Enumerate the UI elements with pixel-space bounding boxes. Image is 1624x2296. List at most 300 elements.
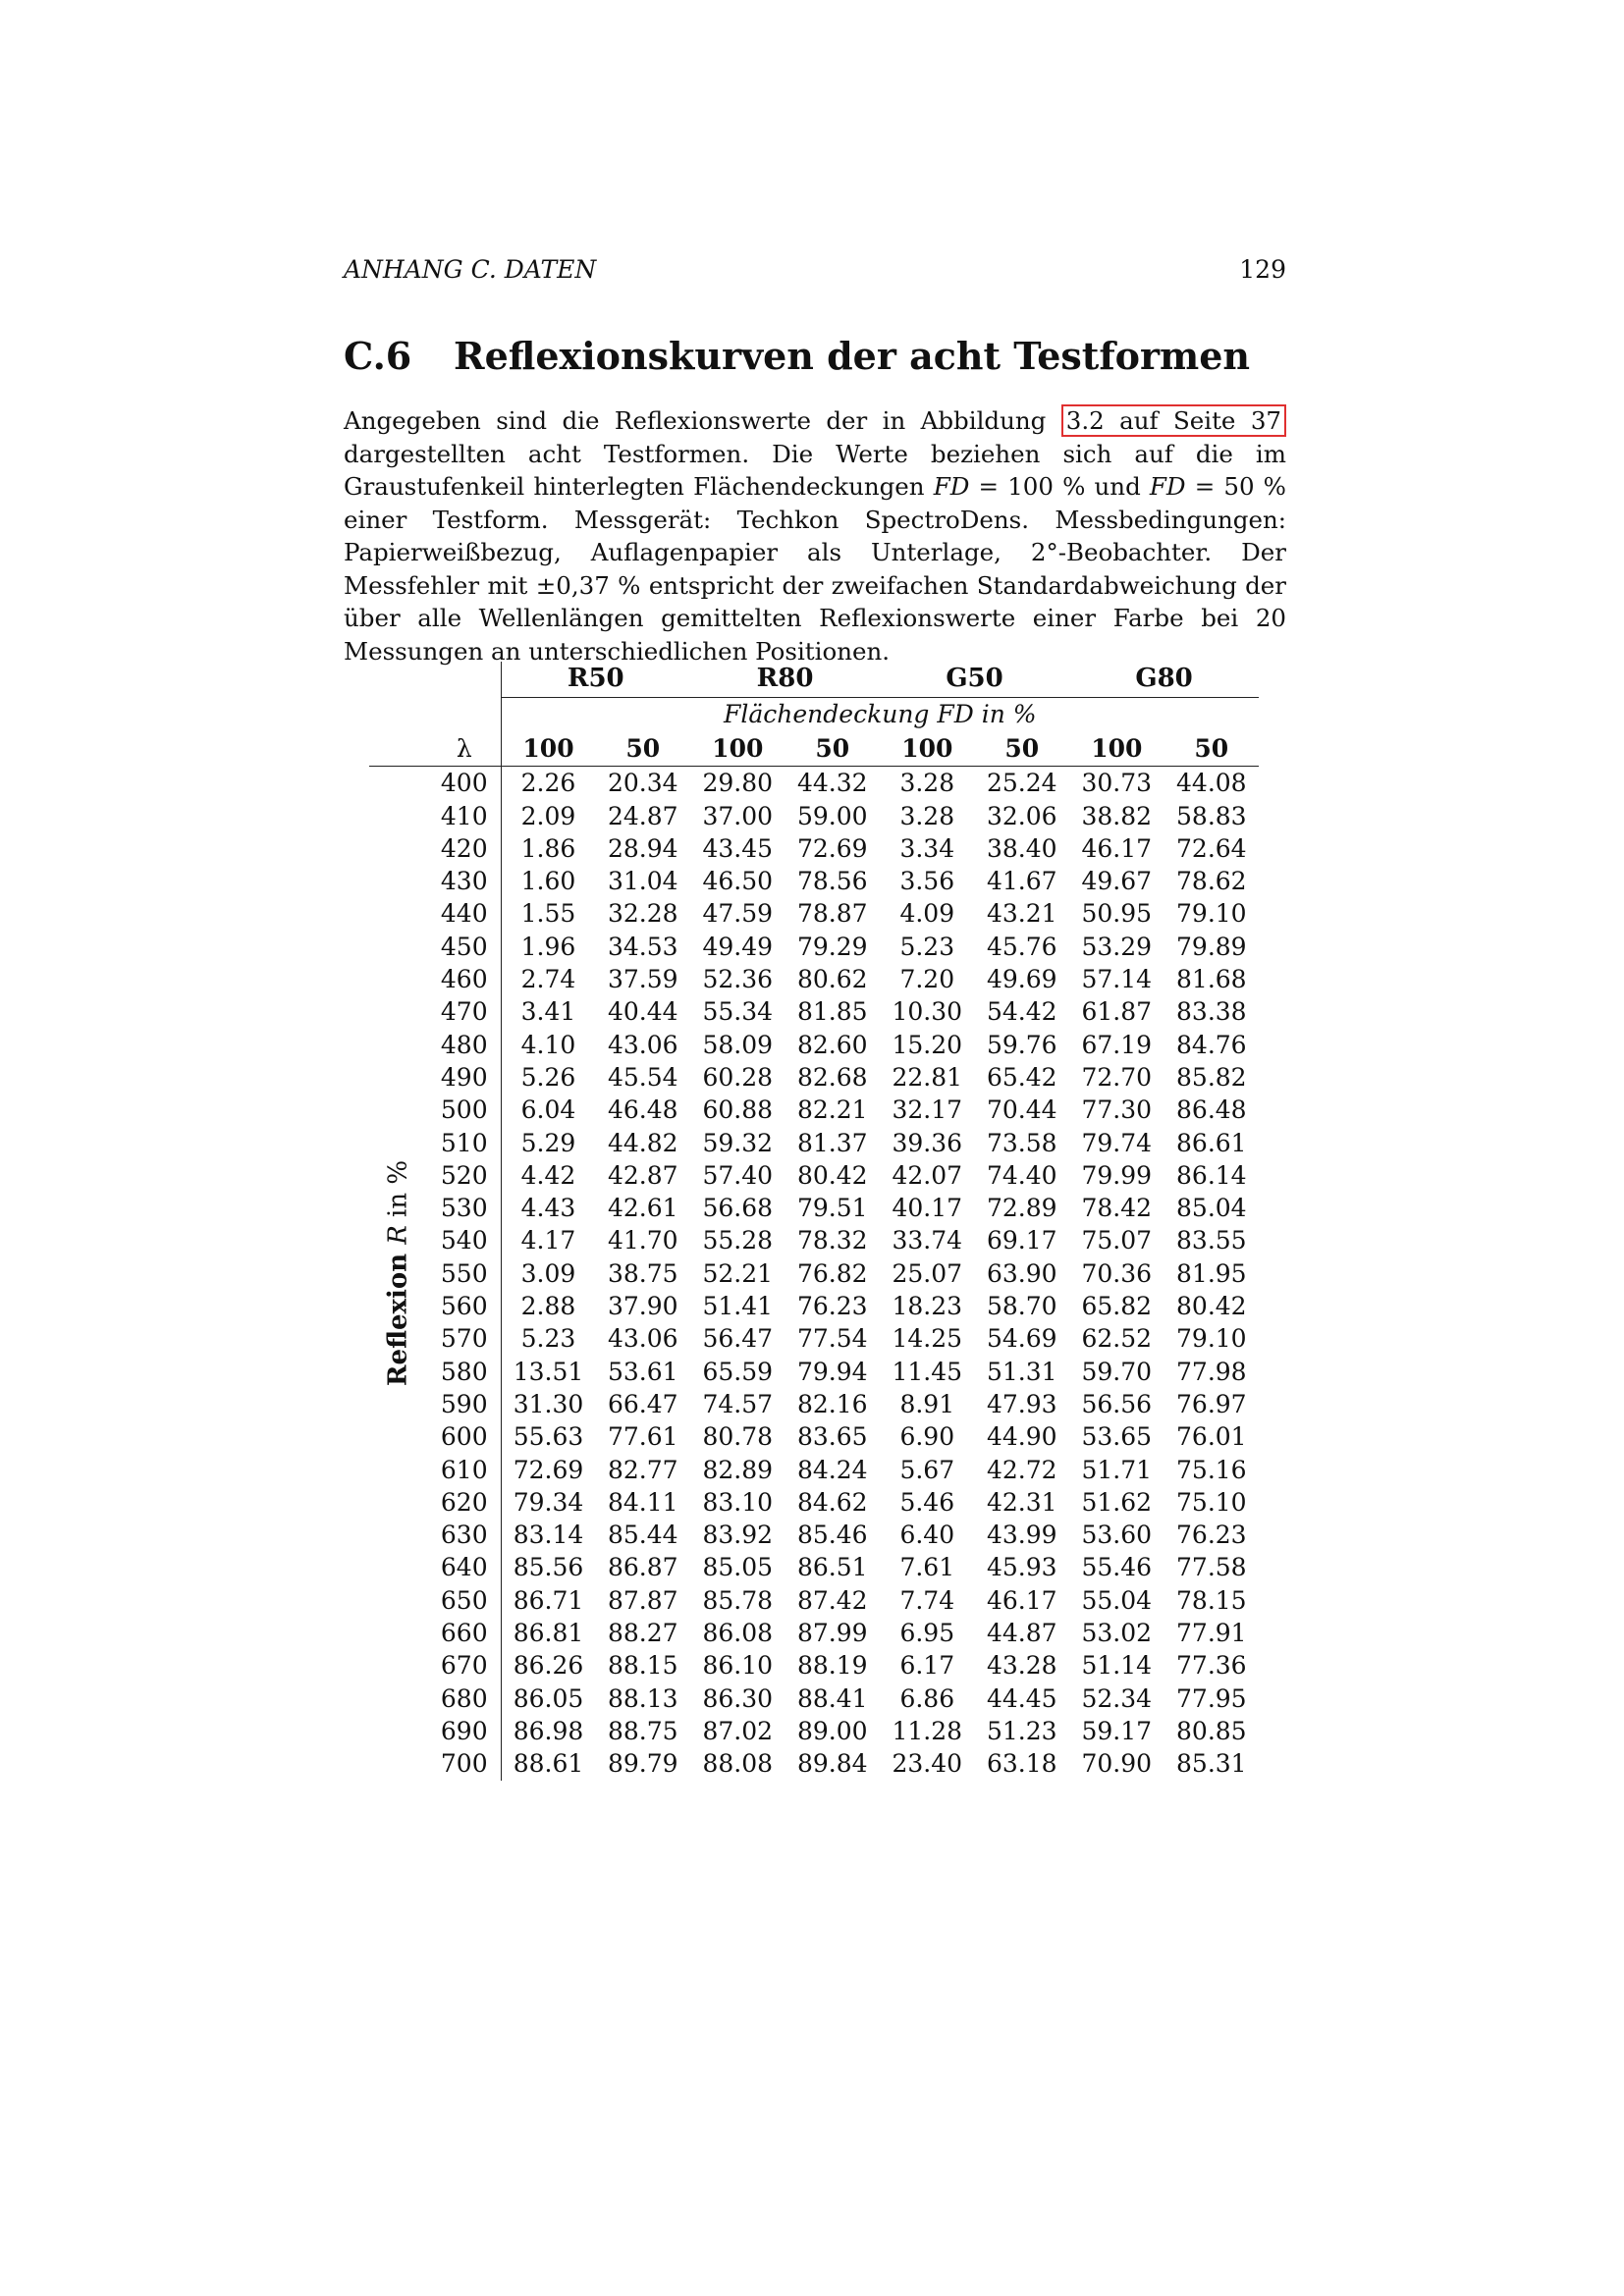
reflexion-value-cell: 86.30 [702, 1683, 774, 1713]
reflexion-value-cell: 81.68 [1176, 965, 1247, 994]
reflexion-value-cell: 84.62 [796, 1487, 868, 1517]
reflexion-value-cell: 5.23 [899, 932, 955, 961]
reflexion-value-cell: 65.59 [702, 1357, 774, 1386]
reflexion-value-cell: 53.65 [1081, 1422, 1153, 1452]
fd-variable-2: FD [1149, 472, 1186, 501]
reflexion-value-cell: 77.36 [1176, 1651, 1247, 1681]
table-row [369, 1649, 1259, 1682]
reflexion-value-cell: 86.48 [1176, 1095, 1247, 1125]
wavelength-cell: 580 [428, 1356, 501, 1388]
reflexion-value-cell: 79.94 [796, 1357, 868, 1386]
table-row [369, 1551, 1259, 1583]
wavelength-cell: 470 [428, 995, 501, 1028]
page-number: 129 [1239, 254, 1286, 284]
table-row [369, 1682, 1259, 1715]
reflexion-value-cell: 59.32 [702, 1128, 774, 1157]
reflexion-value-cell: 83.38 [1176, 997, 1247, 1027]
wavelength-cell: 560 [428, 1290, 501, 1322]
reflexion-value-cell: 3.56 [899, 867, 955, 896]
table-row [369, 800, 1259, 832]
reflexion-value-cell: 82.21 [796, 1095, 868, 1125]
wavelength-cell: 510 [428, 1127, 501, 1159]
reflexion-value-cell: 39.36 [892, 1128, 963, 1157]
wavelength-cell: 500 [428, 1094, 501, 1126]
reflexion-value-cell: 5.29 [520, 1128, 576, 1157]
reflexion-value-cell: 31.04 [607, 867, 678, 896]
table-row [369, 1454, 1259, 1486]
wavelength-cell: 590 [428, 1388, 501, 1420]
reflexion-value-cell: 59.00 [796, 801, 868, 830]
intro-text-1: Angegeben sind die Reflexionswerte der in Abbildung [344, 406, 1061, 435]
reflexion-value-cell: 6.17 [899, 1651, 955, 1681]
reflexion-value-cell: 46.17 [987, 1585, 1057, 1615]
reflexion-value-cell: 55.63 [513, 1422, 584, 1452]
reflexion-value-cell: 88.19 [796, 1651, 868, 1681]
reflexion-value-cell: 53.29 [1081, 932, 1153, 961]
reflexion-value-cell: 72.89 [987, 1194, 1057, 1223]
reflexion-value-cell: 76.23 [1176, 1521, 1247, 1550]
reflexion-value-cell: 45.76 [987, 932, 1057, 961]
row-axis-label-cell [369, 767, 428, 1781]
reflexion-value-cell: 4.42 [520, 1160, 576, 1190]
wavelength-cell: 530 [428, 1192, 501, 1224]
reflexion-value-cell: 43.45 [702, 833, 774, 863]
reflexion-value-cell: 55.46 [1081, 1553, 1153, 1582]
wavelength-cell: 410 [428, 800, 501, 832]
reflexion-value-cell: 84.11 [607, 1487, 678, 1517]
reflexion-value-cell: 83.10 [702, 1487, 774, 1517]
reflexion-value-cell: 52.34 [1081, 1683, 1153, 1713]
reflexion-value-cell: 52.36 [702, 965, 774, 994]
table-row [369, 931, 1259, 963]
reflexion-value-cell: 54.69 [987, 1324, 1057, 1354]
reflexion-value-cell: 25.24 [987, 769, 1057, 798]
column-header: 100 [880, 730, 975, 767]
intro-paragraph [344, 404, 1286, 667]
table-row [369, 1192, 1259, 1224]
fd-variable-1: FD [933, 472, 970, 501]
reflexion-value-cell: 45.93 [987, 1553, 1057, 1582]
reflexion-value-cell: 54.42 [987, 997, 1057, 1027]
reflexion-value-cell: 42.87 [607, 1160, 678, 1190]
reflexion-value-cell: 85.78 [702, 1585, 774, 1615]
reflexion-value-cell: 38.82 [1081, 801, 1153, 830]
reflexion-value-cell: 78.32 [796, 1226, 868, 1255]
reflexion-value-cell: 57.14 [1081, 965, 1153, 994]
subtitle-row [369, 698, 1259, 731]
figure-reference-link[interactable]: 3.2 auf Seite 37 [1061, 404, 1286, 437]
wavelength-cell: 700 [428, 1747, 501, 1780]
reflexion-value-cell: 70.36 [1081, 1258, 1153, 1288]
reflexion-value-cell: 4.09 [899, 899, 955, 929]
reflexion-value-cell: 2.74 [520, 965, 576, 994]
reflexion-value-cell: 82.16 [796, 1389, 868, 1418]
intro-text-2: dargestellten acht Testformen. Die Werte beziehen sich auf die im Graustufenkeil hinterlegten Flächendeckungen [344, 439, 1286, 501]
column-header: 100 [1069, 730, 1164, 767]
section-title-text: Reflexionskurven der acht Testformen [454, 334, 1251, 378]
reflexion-value-cell: 51.41 [702, 1292, 774, 1321]
reflexion-value-cell: 86.05 [513, 1683, 584, 1713]
table-row [369, 1715, 1259, 1747]
reflexion-value-cell: 79.89 [1176, 932, 1247, 961]
wavelength-cell: 600 [428, 1420, 501, 1453]
reflexion-value-cell: 3.28 [899, 769, 955, 798]
reflexion-value-cell: 46.50 [702, 867, 774, 896]
reflexion-value-cell: 60.88 [702, 1095, 774, 1125]
wavelength-cell: 400 [428, 767, 501, 800]
reflexion-value-cell: 78.56 [796, 867, 868, 896]
wavelength-cell: 450 [428, 931, 501, 963]
reflexion-value-cell: 24.87 [607, 801, 678, 830]
reflexion-value-cell: 58.70 [987, 1292, 1057, 1321]
reflexion-table [369, 662, 1259, 1781]
reflexion-value-cell: 55.28 [702, 1226, 774, 1255]
wavelength-cell: 540 [428, 1224, 501, 1256]
reflexion-value-cell: 86.10 [702, 1651, 774, 1681]
reflexion-value-cell: 76.97 [1176, 1389, 1247, 1418]
column-header: 50 [596, 730, 691, 767]
wavelength-cell: 650 [428, 1584, 501, 1617]
wavelength-cell: 660 [428, 1617, 501, 1649]
table-row [369, 1747, 1259, 1780]
reflexion-value-cell: 1.86 [520, 833, 576, 863]
reflexion-value-cell: 38.75 [607, 1258, 678, 1288]
wavelength-cell: 430 [428, 865, 501, 897]
reflexion-value-cell: 78.87 [796, 899, 868, 929]
table-row [369, 1290, 1259, 1322]
reflexion-value-cell: 88.75 [607, 1716, 678, 1745]
reflexion-value-cell: 75.07 [1081, 1226, 1153, 1255]
reflexion-value-cell: 4.43 [520, 1194, 576, 1223]
table-row [369, 865, 1259, 897]
reflexion-value-cell: 73.58 [987, 1128, 1057, 1157]
reflexion-value-cell: 82.60 [796, 1030, 868, 1059]
reflexion-value-cell: 1.96 [520, 932, 576, 961]
reflexion-value-cell: 58.83 [1176, 801, 1247, 830]
reflexion-value-cell: 59.17 [1081, 1716, 1153, 1745]
reflexion-value-cell: 2.26 [520, 769, 576, 798]
reflexion-value-cell: 25.07 [892, 1258, 963, 1288]
row-axis-label-unit: in % [383, 1160, 413, 1226]
wavelength-cell: 440 [428, 897, 501, 930]
reflexion-value-cell: 83.14 [513, 1521, 584, 1550]
reflexion-value-cell: 20.34 [607, 769, 678, 798]
reflexion-value-cell: 6.40 [899, 1521, 955, 1550]
reflexion-value-cell: 44.32 [796, 769, 868, 798]
reflexion-value-cell: 85.56 [513, 1553, 584, 1582]
reflexion-value-cell: 28.94 [607, 833, 678, 863]
reflexion-value-cell: 74.40 [987, 1160, 1057, 1190]
reflexion-value-cell: 86.98 [513, 1716, 584, 1745]
reflexion-value-cell: 40.44 [607, 997, 678, 1027]
reflexion-value-cell: 89.00 [796, 1716, 868, 1745]
reflexion-value-cell: 85.05 [702, 1553, 774, 1582]
reflexion-value-cell: 47.93 [987, 1389, 1057, 1418]
reflexion-value-cell: 43.06 [607, 1030, 678, 1059]
reflexion-value-cell: 88.61 [513, 1749, 584, 1779]
reflexion-table-wrapper [369, 662, 1259, 1781]
table-row [369, 1420, 1259, 1453]
reflexion-value-cell: 86.14 [1176, 1160, 1247, 1190]
column-header: 50 [975, 730, 1070, 767]
reflexion-value-cell: 74.57 [702, 1389, 774, 1418]
reflexion-value-cell: 47.59 [702, 899, 774, 929]
reflexion-value-cell: 51.62 [1081, 1487, 1153, 1517]
reflexion-value-cell: 72.69 [513, 1455, 584, 1484]
reflexion-value-cell: 53.61 [607, 1357, 678, 1386]
reflexion-value-cell: 85.31 [1176, 1749, 1247, 1779]
group-header-row [369, 662, 1259, 698]
table-row [369, 1127, 1259, 1159]
wavelength-cell: 520 [428, 1159, 501, 1192]
reflexion-value-cell: 86.87 [607, 1553, 678, 1582]
reflexion-value-cell: 56.56 [1081, 1389, 1153, 1418]
reflexion-value-cell: 43.21 [987, 899, 1057, 929]
reflexion-value-cell: 75.16 [1176, 1455, 1247, 1484]
reflexion-value-cell: 56.68 [702, 1194, 774, 1223]
reflexion-value-cell: 88.41 [796, 1683, 868, 1713]
reflexion-value-cell: 84.24 [796, 1455, 868, 1484]
reflexion-value-cell: 79.74 [1081, 1128, 1153, 1157]
reflexion-value-cell: 2.09 [520, 801, 576, 830]
reflexion-value-cell: 50.95 [1081, 899, 1153, 929]
reflexion-value-cell: 44.45 [987, 1683, 1057, 1713]
table-row [369, 1617, 1259, 1649]
table-row [369, 995, 1259, 1028]
table-row [369, 1322, 1259, 1355]
reflexion-value-cell: 87.42 [796, 1585, 868, 1615]
reflexion-value-cell: 6.86 [899, 1683, 955, 1713]
reflexion-value-cell: 72.69 [796, 833, 868, 863]
reflexion-value-cell: 62.52 [1081, 1324, 1153, 1354]
reflexion-value-cell: 83.55 [1176, 1226, 1247, 1255]
reflexion-value-cell: 5.26 [520, 1062, 576, 1092]
table-row [369, 963, 1259, 995]
reflexion-value-cell: 83.92 [702, 1521, 774, 1550]
group-header: R80 [690, 662, 880, 698]
reflexion-value-cell: 44.87 [987, 1619, 1057, 1648]
reflexion-value-cell: 89.79 [607, 1749, 678, 1779]
intro-text-4: = 50 % einer Testform. Messgerät: Techkon SpectroDens. Messbedingungen: Papierweißbezug, Auflagenpapier als Unterlage, 2°-Beobachter. Der Messfehler mit ±0,37 % entspricht der zweifachen Standardabweichung der über alle Wellenlängen gemittelten Reflexionswerte einer Farbe bei 20 Messungen an unterschiedlichen Positionen. [344, 472, 1286, 666]
reflexion-value-cell: 31.30 [513, 1389, 584, 1418]
column-header: 100 [501, 730, 596, 767]
reflexion-value-cell: 78.15 [1176, 1585, 1247, 1615]
reflexion-value-cell: 13.51 [513, 1357, 584, 1386]
group-header: G50 [880, 662, 1069, 698]
table-row [369, 1388, 1259, 1420]
reflexion-value-cell: 8.91 [899, 1389, 955, 1418]
reflexion-value-cell: 61.87 [1081, 997, 1153, 1027]
reflexion-value-cell: 43.28 [987, 1651, 1057, 1681]
wavelength-cell: 460 [428, 963, 501, 995]
group-header: G80 [1069, 662, 1259, 698]
reflexion-value-cell: 49.69 [987, 965, 1057, 994]
reflexion-value-cell: 85.04 [1176, 1194, 1247, 1223]
reflexion-value-cell: 81.95 [1176, 1258, 1247, 1288]
reflexion-value-cell: 65.42 [987, 1062, 1057, 1092]
table-row [369, 1029, 1259, 1061]
reflexion-value-cell: 55.04 [1081, 1585, 1153, 1615]
reflexion-value-cell: 63.18 [987, 1749, 1057, 1779]
reflexion-value-cell: 44.08 [1176, 769, 1247, 798]
reflexion-value-cell: 88.13 [607, 1683, 678, 1713]
table-row [369, 1094, 1259, 1126]
reflexion-value-cell: 5.46 [899, 1487, 955, 1517]
reflexion-value-cell: 22.81 [892, 1062, 963, 1092]
reflexion-value-cell: 85.44 [607, 1521, 678, 1550]
reflexion-value-cell: 53.02 [1081, 1619, 1153, 1648]
reflexion-value-cell: 53.60 [1081, 1521, 1153, 1550]
reflexion-value-cell: 4.17 [520, 1226, 576, 1255]
wavelength-cell: 480 [428, 1029, 501, 1061]
reflexion-value-cell: 14.25 [892, 1324, 963, 1354]
reflexion-value-cell: 43.06 [607, 1324, 678, 1354]
coverage-subtitle: Flächendeckung FD in % [724, 700, 1037, 728]
reflexion-value-cell: 7.20 [899, 965, 955, 994]
reflexion-value-cell: 6.90 [899, 1422, 955, 1452]
reflexion-value-cell: 23.40 [892, 1749, 963, 1779]
reflexion-value-cell: 79.10 [1176, 1324, 1247, 1354]
reflexion-value-cell: 79.99 [1081, 1160, 1153, 1190]
wavelength-cell: 640 [428, 1551, 501, 1583]
reflexion-value-cell: 3.09 [520, 1258, 576, 1288]
table-body [369, 767, 1259, 1781]
reflexion-value-cell: 81.85 [796, 997, 868, 1027]
reflexion-value-cell: 1.60 [520, 867, 576, 896]
reflexion-value-cell: 69.17 [987, 1226, 1057, 1255]
wavelength-cell: 550 [428, 1257, 501, 1290]
reflexion-value-cell: 55.34 [702, 997, 774, 1027]
lambda-header: λ [428, 730, 501, 767]
reflexion-value-cell: 86.81 [513, 1619, 584, 1648]
section-number: C.6 [344, 334, 412, 378]
table-row [369, 1159, 1259, 1192]
reflexion-value-cell: 86.61 [1176, 1128, 1247, 1157]
reflexion-value-cell: 72.70 [1081, 1062, 1153, 1092]
reflexion-value-cell: 72.64 [1176, 833, 1247, 863]
reflexion-value-cell: 59.76 [987, 1030, 1057, 1059]
reflexion-value-cell: 30.73 [1081, 769, 1153, 798]
reflexion-value-cell: 86.26 [513, 1651, 584, 1681]
reflexion-value-cell: 59.70 [1081, 1357, 1153, 1386]
reflexion-value-cell: 79.29 [796, 932, 868, 961]
reflexion-value-cell: 49.67 [1081, 867, 1153, 896]
table-row [369, 1061, 1259, 1094]
wavelength-cell: 690 [428, 1715, 501, 1747]
reflexion-value-cell: 60.28 [702, 1062, 774, 1092]
row-axis-label [382, 1160, 414, 1386]
reflexion-value-cell: 32.28 [607, 899, 678, 929]
reflexion-value-cell: 5.23 [520, 1324, 576, 1354]
reflexion-value-cell: 57.40 [702, 1160, 774, 1190]
reflexion-value-cell: 7.61 [899, 1553, 955, 1582]
reflexion-value-cell: 75.10 [1176, 1487, 1247, 1517]
reflexion-value-cell: 1.55 [520, 899, 576, 929]
reflexion-value-cell: 79.51 [796, 1194, 868, 1223]
reflexion-value-cell: 77.95 [1176, 1683, 1247, 1713]
table-row [369, 832, 1259, 865]
table-row [369, 1584, 1259, 1617]
reflexion-value-cell: 81.37 [796, 1128, 868, 1157]
reflexion-value-cell: 86.71 [513, 1585, 584, 1615]
reflexion-value-cell: 3.28 [899, 801, 955, 830]
reflexion-value-cell: 80.78 [702, 1422, 774, 1452]
reflexion-value-cell: 85.82 [1176, 1062, 1247, 1092]
reflexion-value-cell: 37.59 [607, 965, 678, 994]
reflexion-value-cell: 41.70 [607, 1226, 678, 1255]
reflexion-value-cell: 38.40 [987, 833, 1057, 863]
wavelength-cell: 570 [428, 1322, 501, 1355]
wavelength-cell: 620 [428, 1486, 501, 1519]
column-header: 50 [785, 730, 881, 767]
reflexion-value-cell: 77.30 [1081, 1095, 1153, 1125]
reflexion-value-cell: 86.08 [702, 1619, 774, 1648]
reflexion-value-cell: 88.08 [702, 1749, 774, 1779]
reflexion-value-cell: 88.27 [607, 1619, 678, 1648]
reflexion-value-cell: 82.68 [796, 1062, 868, 1092]
reflexion-value-cell: 2.88 [520, 1292, 576, 1321]
reflexion-value-cell: 70.90 [1081, 1749, 1153, 1779]
reflexion-value-cell: 51.23 [987, 1716, 1057, 1745]
reflexion-value-cell: 77.61 [607, 1422, 678, 1452]
reflexion-value-cell: 82.89 [702, 1455, 774, 1484]
reflexion-value-cell: 37.00 [702, 801, 774, 830]
reflexion-value-cell: 87.99 [796, 1619, 868, 1648]
reflexion-value-cell: 49.49 [702, 932, 774, 961]
wavelength-cell: 630 [428, 1519, 501, 1551]
chapter-heading: ANHANG C. DATEN [344, 254, 597, 284]
reflexion-value-cell: 42.72 [987, 1455, 1057, 1484]
reflexion-value-cell: 86.51 [796, 1553, 868, 1582]
reflexion-value-cell: 89.84 [796, 1749, 868, 1779]
reflexion-value-cell: 67.19 [1081, 1030, 1153, 1059]
reflexion-value-cell: 33.74 [892, 1226, 963, 1255]
reflexion-value-cell: 7.74 [899, 1585, 955, 1615]
column-header: 50 [1164, 730, 1260, 767]
table-row [369, 897, 1259, 930]
reflexion-value-cell: 37.90 [607, 1292, 678, 1321]
reflexion-value-cell: 46.17 [1081, 833, 1153, 863]
reflexion-value-cell: 76.01 [1176, 1422, 1247, 1452]
reflexion-value-cell: 77.91 [1176, 1619, 1247, 1648]
reflexion-value-cell: 41.67 [987, 867, 1057, 896]
table-row [369, 767, 1259, 800]
reflexion-value-cell: 32.17 [892, 1095, 963, 1125]
table-row [369, 1356, 1259, 1388]
reflexion-value-cell: 15.20 [892, 1030, 963, 1059]
reflexion-value-cell: 85.46 [796, 1521, 868, 1550]
running-head [344, 251, 1286, 287]
reflexion-value-cell: 76.23 [796, 1292, 868, 1321]
reflexion-value-cell: 42.31 [987, 1487, 1057, 1517]
section-title [344, 334, 1286, 378]
reflexion-value-cell: 76.82 [796, 1258, 868, 1288]
wavelength-cell: 610 [428, 1454, 501, 1486]
reflexion-value-cell: 80.85 [1176, 1716, 1247, 1745]
reflexion-value-cell: 10.30 [892, 997, 963, 1027]
reflexion-value-cell: 63.90 [987, 1258, 1057, 1288]
reflexion-value-cell: 51.71 [1081, 1455, 1153, 1484]
table-row [369, 1224, 1259, 1256]
reflexion-value-cell: 84.76 [1176, 1030, 1247, 1059]
wavelength-cell: 670 [428, 1649, 501, 1682]
intro-text-3: = 100 % und [969, 472, 1150, 501]
wavelength-cell: 680 [428, 1682, 501, 1715]
wavelength-cell: 490 [428, 1061, 501, 1094]
reflexion-value-cell: 79.10 [1176, 899, 1247, 929]
reflexion-value-cell: 88.15 [607, 1651, 678, 1681]
wavelength-cell: 420 [428, 832, 501, 865]
